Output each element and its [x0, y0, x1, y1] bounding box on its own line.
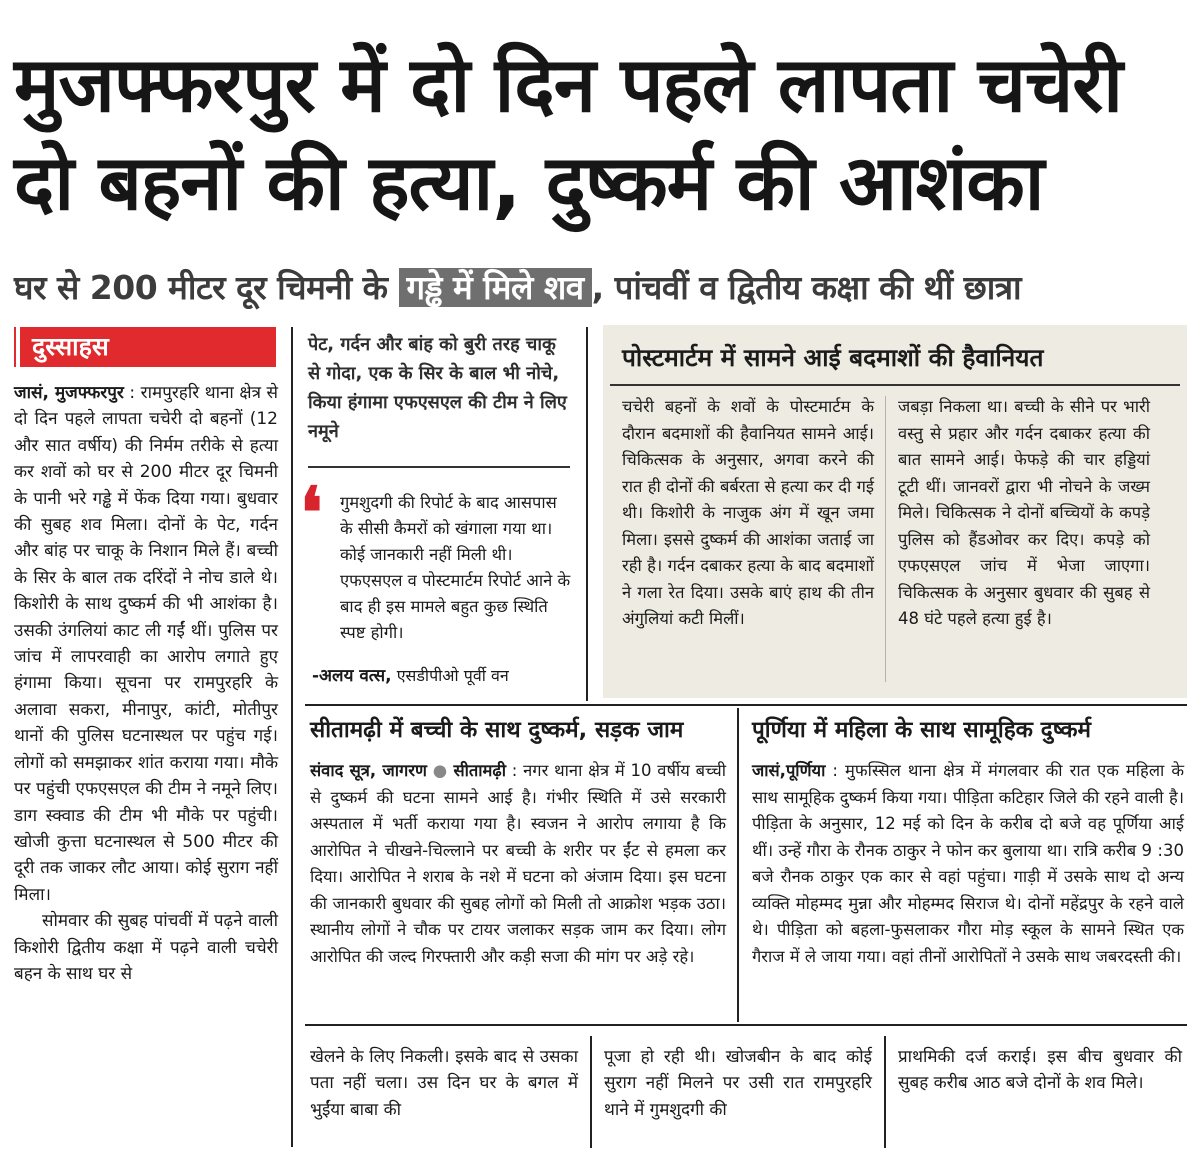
purnia-text: : मुफस्सिल थाना क्षेत्र में मंगलवार की रात एक महिला के साथ सामूहिक दुष्कर्म किया गया। पीड़िता कटिहार जिले की रहने वाली है। पीड़िता के अनुसार, 12 मई को दिन के करीब दो बजे वह पूर्णिया आई थीं। उन्हें गौरा के रौनक ठाकुर ने फोन कर बुलाया था। रात्रि करीब 9 :30 बजे रौनक ठाकुर एक कार से वहां पहुंचा। गाड़ी में उसके साथ दो अन्य व्यक्ति मोहम्मद मुन्ना और मोहम्मद सिराज थे। दोनों महेंद्रपुर के रहने वाले थे। पीड़िता को बहला-फुसलाकर गौरा मोड़ स्कूल के सामने स्थित एक गैराज में ले जाया गया। वहां तीनों आरोपितों ने उसके साथ जबरदस्ती की। — [752, 761, 1184, 966]
postmortem-title: पोस्टमार्टम में सामने आई बदमाशों की हैवानियत — [622, 343, 1044, 372]
column-rule-middle — [586, 327, 588, 701]
purnia-title: पूर्णिया में महिला के साथ सामूहिक दुष्कर्म — [752, 717, 1091, 743]
official-quote: गुमशुदगी की रिपोर्ट के बाद आसपास के सीसी कैमरों को खंगाला गया था। कोई जानकारी नहीं मिली थी। एफएसएल व पोस्टमार्टम रिपोर्ट आने के बाद ही इस मामले बहुत कुछ स्थिति स्पष्ट होगी। — [340, 493, 571, 642]
main-story-para1 — [14, 380, 278, 908]
main-story-text1: : रामपुरहरि थाना क्षेत्र से दो दिन पहले लापता चचेरी दो बहनों (12 और सात वर्षीय) की निर्मम तरीके से हत्या कर शवों को घर से 200 मीटर दूर चिमनी के पानी भरे गड्ढे में फेंक दिया गया। बुधवार की सुबह शव मिला। दोनों के पेट, गर्दन और बांह पर चाकू के निशान मिले हैं। बच्ची के सिर के बाल तक दरिंदों ने नोच डाले थे। किशोरी के साथ दुष्कर्म की भी आशंका है। उसकी उंगलियां काट ली गईं थीं। पुलिस पर जांच में लापरवाही का आरोप लगाते हुए हंगामा किया। सूचना पर रामपुरहरि के अलावा सकरा, मीनापुर, कांटी, मोतीपुर थानों की पुलिस घटनास्थल पर पहुंच गई। लोगों को समझाकर शांत कराया गया। मौके पर पहुंची एफएसएल की टीम ने नमूने लिए। डाग स्क्वाड की टीम भी मौके पर पहुंची। खोजी कुत्ता घटनास्थल से 500 मीटर की दूरी तक जाकर लौट आया। कोई सुराग नहीं मिला। — [14, 383, 278, 905]
continuation-column-1: खेलने के लिए निकली। इसके बाद से उसका पता नहीं चला। उस दिन घर के बगल में भुईंया बाबा की — [310, 1047, 578, 1120]
sitamarhi-title: सीतामढ़ी में बच्ची के साथ दुष्कर्म, सड़क जाम — [310, 717, 684, 743]
sitamarhi-text: : नगर थाना क्षेत्र में 10 वर्षीय बच्ची से दुष्कर्म की घटना सामने आई है। गंभीर स्थिति में उसे सरकारी अस्पताल में भर्ती कराया गया है। स्वजन ने आरोप लगाया है कि आरोपित ने चीखने-चिल्लाने पर बच्ची के शरीर पर ईंट से हमला कर दिया। आरोपित ने शराब के नशे में घटना को अंजाम दिया। इस घटना की जानकारी बुधवार की सुबह लोगों को मिली तो आक्रोश भड़क उठा। स्थानीय लोगों ने चौक पर टायर जलाकर सड़क जाम कर दिया। लोग आरोपित की जल्द गिरफ्तारी और कड़ी सजा की मांग पर अड़े रहे। — [310, 761, 726, 966]
quote-mark-icon: ❛ — [300, 471, 323, 554]
continuation-column-3: प्राथमिकी दर्ज कराई। इस बीच बुधवार की सुबह करीब आठ बजे दोनों के शव मिले। — [898, 1047, 1182, 1094]
section-rule-top — [305, 704, 1187, 706]
section-rule-bottom — [305, 1024, 1187, 1026]
purnia-dateline: जासं,पूर्णिया — [752, 761, 826, 780]
main-story-body — [14, 380, 278, 987]
column-rule-bottom-1 — [590, 1036, 592, 1148]
quote-author-title: एसडीपीओ पूर्वी वन — [391, 666, 509, 685]
highlights-rule — [308, 466, 570, 468]
postmortem-column-rule — [885, 396, 886, 682]
column-rule-bottom-2 — [884, 1036, 886, 1148]
section-tag: दुस्साहस — [14, 327, 276, 367]
postmortem-column-2: जबड़ा निकला था। बच्ची के सीने पर भारी वस्तु से प्रहार और गर्दन दबाकर हत्या की बात सामने आई। फेफड़े की चार हड्डियां टूटी थीं। जानवरों द्वारा भी नोचने के जख्म मिले। चिकित्सक ने दोनों बच्चियों के कपड़े पुलिस को हैंडओवर कर दिए। कपड़े को एफएसएल जांच में भेजा जाएगा। चिकित्सक के अनुसार बुधवार की सुबह से 48 घंटे पहले हत्या हुई है। — [898, 397, 1150, 628]
quote-attribution — [312, 664, 574, 688]
subhead-highlight: गड्ढे में मिले शव — [399, 268, 592, 307]
postmortem-title-rule — [610, 384, 1180, 386]
headline: मुजफ्फरपुर में दो दिन पहले लापता चचेरी दो बहनों की हत्या, दुष्कर्म की आशंका — [14, 40, 1122, 227]
postmortem-column-1: चचेरी बहनों के शवों के पोस्टमार्टम के दौरान बदमाशों की हैवानियत सामने आई। चिकित्सक के अनुसार, अगवा करने की रात ही दोनों की बर्बरता से हत्या कर दी गई थी। किशोरी के नाजुक अंग में खून जमा मिला। इससे दुष्कर्म की आशंका जताई जा रही है। गर्दन दबाकर हत्या के बाद बदमाशों ने गला रेत दिया। उसके बाएं हाथ की तीन अंगुलियां कटी मिलीं। — [622, 397, 874, 628]
continuation-column-2: पूजा हो रही थी। खोजबीन के बाद कोई सुराग नहीं मिलने पर उसी रात रामपुरहरि थाने में गुमशुदगी की — [604, 1047, 872, 1120]
sitamarhi-body — [310, 758, 726, 970]
subhead-after: , पांचवीं व द्वितीय कक्षा की थीं छात्रा — [591, 268, 1022, 307]
subhead-before: घर से 200 मीटर दूर चिमनी के — [14, 268, 388, 307]
column-rule-left — [291, 327, 293, 1147]
subheadline — [14, 264, 1186, 312]
sitamarhi-place: सीतामढ़ी — [453, 761, 506, 780]
quote-author: -अलय वत्स, — [312, 666, 392, 686]
main-story-para2: सोमवार की सुबह पांचवीं में पढ़ने वाली किशोरी द्वितीय कक्षा में पढ़ने वाली चचेरी बहन के साथ घर से — [14, 911, 278, 984]
purnia-body — [752, 758, 1184, 970]
sitamarhi-dateline: संवाद सूत्र, जागरण — [310, 761, 427, 780]
story-highlights: पेट, गर्दन और बांह को बुरी तरह चाकू से गोदा, एक के सिर के बाल भी नोचे, किया हंगामा एफएसएल की टीम ने लिए नमूने — [308, 334, 567, 442]
dateline-dot: ● — [426, 761, 454, 780]
main-story-dateline: जासं, मुजफ्फरपुर — [14, 383, 124, 403]
column-rule-briefs — [737, 708, 739, 1022]
